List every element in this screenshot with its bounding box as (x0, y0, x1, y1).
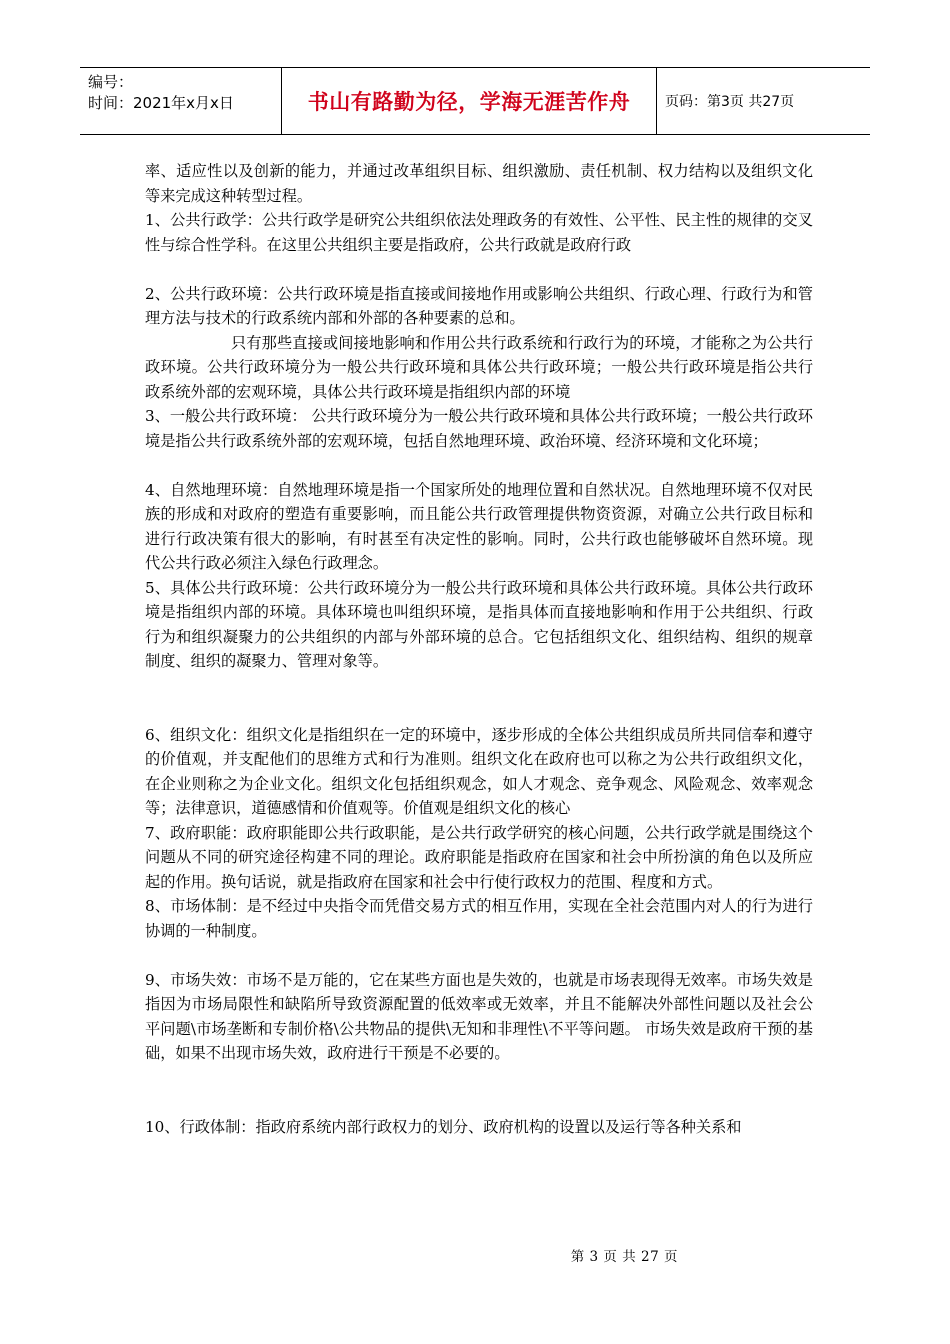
paragraph-term-4: 4、自然地理环境：自然地理环境是指一个国家所处的地理位置和自然状况。自然地理环境不仅对民族的形成和对政府的塑造有重要影响，而且能公共行政管理提供物资资源，对确立公共行政目标和进行行政决策有很大的影响，有时甚至有决定性的影响。同时，公共行政也能够破坏自然环境。现代公共行政必须注入绿色行政理念。 (145, 480, 813, 572)
spacer (145, 453, 813, 478)
spacer (145, 257, 813, 282)
header-motto: 书山有路勤为径，学海无涯苦作舟 (282, 68, 657, 134)
page-header (80, 67, 870, 135)
paragraph-term-7: 7、政府职能：政府职能即公共行政职能，是公共行政学研究的核心问题，公共行政学就是围绕这个问题从不同的研究途径构建不同的理论。政府职能是指政府在国家和社会中所扮演的角色以及所应起的作用。换句话说，就是指政府在国家和社会中行使行政权力的范围、程度和方式。 (145, 823, 813, 891)
paragraph-term-8: 8、市场体制：是不经过中央指令而凭借交易方式的相互作用，实现在全社会范围内对人的行为进行协调的一种制度。 (145, 897, 813, 940)
paragraph-term-9: 9、市场失效：市场不是万能的，它在某些方面也是失效的，也就是市场表现得无效率。市场失效是指因为市场局限性和缺陷所导致资源配置的低效率或无效率，并且不能解决外部性问题以及社会公平问题\市场垄断和专制价格\公共物品的提供\无知和非理性\不平等问题。 市场失效是政府干预的基础，如果不出现市场失效，政府进行干预是不必要的。 (145, 970, 813, 1062)
paragraph-term-2: 2、公共行政环境：公共行政环境是指直接或间接地作用或影响公共组织、行政心理、行政行为和管理方法与技术的行政系统内部和外部的各种要素的总和。 (145, 284, 813, 327)
paragraph-term-1: 1、公共行政学：公共行政学是研究公共组织依法处理政务的有效性、公平性、民主性的规律的交叉性与综合性学科。在这里公共组织主要是指政府，公共行政就是政府行政 (145, 211, 813, 254)
document-number-label: 编号： (88, 73, 134, 91)
spacer (145, 943, 813, 968)
spacer (145, 1066, 813, 1115)
paragraph-term-2-note: 只有那些直接或间接地影响和作用公共行政系统和行政行为的环境，才能称之为公共行政环境。公共行政环境分为一般公共行政环境和具体公共行政环境；一般公共行政环境是指公共行政系统外部的宏观环境，具体公共行政环境是指组织内部的环境 (145, 333, 813, 401)
document-body (145, 159, 813, 1139)
paragraph-term-3: 3、一般公共行政环境： 公共行政环境分为一般公共行政环境和具体公共行政环境；一般公共行政环境是指公共行政系统外部的宏观环境，包括自然地理环境、政治环境、经济环境和文化环境； (145, 407, 813, 450)
spacer (145, 674, 813, 723)
header-page-code: 页码：第3页 共27页 (665, 94, 795, 110)
page-footer (0, 1245, 950, 1265)
paragraph-term-10: 10、行政体制：指政府系统内部行政权力的划分、政府机构的设置以及运行等各种关系和 (145, 1117, 742, 1136)
footer-page-number: 第 3 页 共 27 页 (570, 1249, 678, 1265)
paragraph-term-5: 5、具体公共行政环境：公共行政环境分为一般公共行政环境和具体公共行政环境。具体公共行政环境是指组织内部的环境。具体环境也叫组织环境，是指具体而直接地影响和作用于公共组织、行政行为和组织凝聚力的公共组织的内部与外部环境的总合。它包括组织文化、组织结构、组织的规章制度、组织的凝聚力、管理对象等。 (145, 578, 813, 670)
header-meta (80, 68, 282, 134)
document-time: 时间：2021年x月x日 (88, 94, 234, 112)
paragraph-intro-continuation: 率、适应性以及创新的能力，并通过改革组织目标、组织激励、责任机制、权力结构以及组织文化等来完成这种转型过程。 (145, 162, 813, 205)
paragraph-term-6: 6、组织文化：组织文化是指组织在一定的环境中，逐步形成的全体公共组织成员所共同信奉和遵守的价值观，并支配他们的思维方式和行为准则。组织文化在政府也可以称之为公共行政组织文化，在企业则称之为企业文化。组织文化包括组织观念，如人才观念、竞争观念、风险观念、效率观念等；法律意识，道德感情和价值观等。价值观是组织文化的核心 (145, 725, 813, 817)
